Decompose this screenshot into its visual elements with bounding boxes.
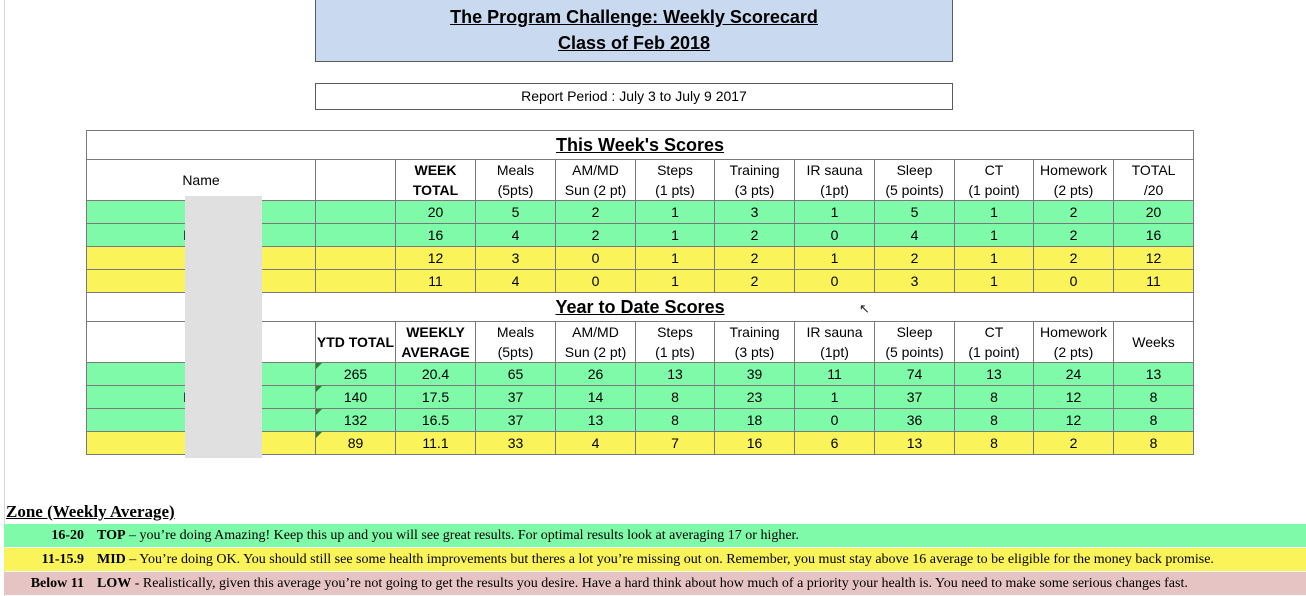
score-cell: 1 <box>955 201 1034 224</box>
score-cell: 11.1 <box>396 432 476 455</box>
score-cell: 2 <box>875 247 955 270</box>
score-cell: 1 <box>955 247 1034 270</box>
score-cell: 13 <box>875 432 955 455</box>
score-cell: 16.5 <box>396 409 476 432</box>
score-cell: 20.4 <box>396 363 476 386</box>
zone-top-row <box>4 524 1306 547</box>
column-header <box>316 160 396 201</box>
column-header: Name <box>87 160 316 201</box>
score-cell: 2 <box>715 247 795 270</box>
sheet-left-gridline <box>4 0 5 596</box>
score-cell: 1 <box>636 270 715 293</box>
score-cell: 8 <box>636 386 715 409</box>
report-period: Report Period : July 3 to July 9 2017 <box>315 83 953 110</box>
score-cell: 1 <box>636 247 715 270</box>
zone-level: TOP <box>97 528 126 543</box>
score-cell: 0 <box>795 409 875 432</box>
column-header: YTD TOTAL <box>316 322 396 363</box>
score-cell: 74 <box>875 363 955 386</box>
zone-description: – you’re doing Amazing! Keep this up and you will see great results. For optimal results look at averaging 17 or higher. <box>125 528 799 543</box>
score-cell: 6 <box>795 432 875 455</box>
section-title: This Week's Scores <box>87 131 1194 160</box>
score-cell: 4 <box>556 432 636 455</box>
score-cell: 1 <box>955 224 1034 247</box>
scorecard-class: Class of Feb 2018 <box>557 33 711 53</box>
column-header: IR sauna (1pt) <box>795 322 875 363</box>
zone-title: Zone (Weekly Average) <box>6 502 175 521</box>
score-cell: 12 <box>396 247 476 270</box>
score-cell: 4 <box>476 270 556 293</box>
score-cell <box>316 224 396 247</box>
column-header: Homework (2 pts) <box>1034 322 1114 363</box>
score-cell: 0 <box>795 270 875 293</box>
zone-range: 11-15.9 <box>41 552 84 567</box>
score-cell: 4 <box>875 224 955 247</box>
score-cell: 2 <box>1034 201 1114 224</box>
column-header: TOTAL /20 <box>1114 160 1194 201</box>
column-header: WEEK TOTAL <box>396 160 476 201</box>
score-cell: 2 <box>715 224 795 247</box>
score-cell: 3 <box>476 247 556 270</box>
scorecard-title: The Program Challenge: Weekly Scorecard <box>450 7 818 27</box>
score-cell <box>316 201 396 224</box>
column-header: Sleep (5 points) <box>875 322 955 363</box>
score-cell: 20 <box>1114 201 1194 224</box>
score-cell: 8 <box>636 409 715 432</box>
score-cell: 12 <box>1114 247 1194 270</box>
score-cell: 1 <box>636 201 715 224</box>
section-title: Year to Date Scores <box>87 293 1194 322</box>
column-header: Steps (1 pts) <box>636 322 715 363</box>
score-cell: 16 <box>1114 224 1194 247</box>
score-cell: 2 <box>1034 224 1114 247</box>
redaction-block <box>185 196 262 458</box>
score-cell: 8 <box>1114 386 1194 409</box>
score-cell: 37 <box>476 409 556 432</box>
score-cell: 0 <box>556 247 636 270</box>
zone-range: Below 11 <box>30 576 84 591</box>
score-cell: 5 <box>476 201 556 224</box>
zone-level: LOW <box>97 576 132 591</box>
zone-range: 16-20 <box>51 528 84 543</box>
column-header: AM/MD Sun (2 pt) <box>556 322 636 363</box>
score-cell: 1 <box>795 386 875 409</box>
score-cell: 13 <box>556 409 636 432</box>
this_week-section-row <box>87 131 1194 160</box>
score-cell: 132 <box>316 409 396 432</box>
column-header: CT (1 point) <box>955 322 1034 363</box>
score-cell: 7 <box>636 432 715 455</box>
score-cell: 3 <box>715 201 795 224</box>
score-cell <box>316 247 396 270</box>
column-header: AM/MD Sun (2 pt) <box>556 160 636 201</box>
mouse-cursor-icon: ↖ <box>859 301 870 316</box>
score-cell: 2 <box>556 224 636 247</box>
score-cell: 2 <box>1034 432 1114 455</box>
score-cell: 33 <box>476 432 556 455</box>
score-cell: 14 <box>556 386 636 409</box>
score-cell: 3 <box>875 270 955 293</box>
score-cell: 89 <box>316 432 396 455</box>
column-header: Weeks <box>1114 322 1194 363</box>
column-header: Sleep (5 points) <box>875 160 955 201</box>
score-cell: 65 <box>476 363 556 386</box>
zone-description: - Realistically, given this average you’re not going to get the results you desire. Have a hard think about how much of a priority your health is. You need to make some serious changes fast. <box>131 576 1188 591</box>
zone-description: – You’re doing OK. You should still see some health improvements but theres a lot you’re missing out on. Remember, you must stay above 16 average to be eligible for the money back promise. <box>125 552 1214 567</box>
score-cell: 8 <box>955 409 1034 432</box>
score-cell: 13 <box>636 363 715 386</box>
score-cell: 8 <box>955 386 1034 409</box>
score-cell: 11 <box>795 363 875 386</box>
score-cell: 8 <box>955 432 1034 455</box>
score-cell: 12 <box>1034 409 1114 432</box>
score-cell: 0 <box>556 270 636 293</box>
score-cell: 1 <box>955 270 1034 293</box>
zone-low-row <box>4 572 1306 595</box>
score-cell: 26 <box>556 363 636 386</box>
score-cell: 5 <box>875 201 955 224</box>
this_week-header-row <box>87 160 1194 201</box>
score-cell: 8 <box>1114 409 1194 432</box>
score-cell: 8 <box>1114 432 1194 455</box>
column-header: WEEKLY AVERAGE <box>396 322 476 363</box>
score-cell: 1 <box>795 247 875 270</box>
score-cell: 2 <box>715 270 795 293</box>
zone-mid-row <box>4 548 1306 571</box>
score-cell: 11 <box>1114 270 1194 293</box>
score-cell: 24 <box>1034 363 1114 386</box>
score-cell: 12 <box>1034 386 1114 409</box>
score-cell: 0 <box>1034 270 1114 293</box>
column-header: Steps (1 pts) <box>636 160 715 201</box>
zone-level: MID <box>97 552 126 567</box>
score-cell: 16 <box>396 224 476 247</box>
score-cell: 2 <box>1034 247 1114 270</box>
score-cell: 36 <box>875 409 955 432</box>
score-cell: 13 <box>1114 363 1194 386</box>
column-header: Homework (2 pts) <box>1034 160 1114 201</box>
score-cell <box>316 270 396 293</box>
score-cell: 1 <box>795 201 875 224</box>
scorecard-title-box <box>315 0 953 62</box>
score-cell: 13 <box>955 363 1034 386</box>
score-cell: 140 <box>316 386 396 409</box>
score-cell: 20 <box>396 201 476 224</box>
column-header: Training (3 pts) <box>715 160 795 201</box>
column-header: CT (1 point) <box>955 160 1034 201</box>
score-cell: 11 <box>396 270 476 293</box>
score-cell: 23 <box>715 386 795 409</box>
score-cell: 37 <box>476 386 556 409</box>
score-cell: 1 <box>636 224 715 247</box>
column-header: IR sauna (1pt) <box>795 160 875 201</box>
score-cell: 16 <box>715 432 795 455</box>
column-header: Meals (5pts) <box>476 160 556 201</box>
score-cell: 37 <box>875 386 955 409</box>
score-cell: 2 <box>556 201 636 224</box>
score-cell: 265 <box>316 363 396 386</box>
score-cell: 39 <box>715 363 795 386</box>
score-cell: 4 <box>476 224 556 247</box>
score-cell: 17.5 <box>396 386 476 409</box>
score-cell: 0 <box>795 224 875 247</box>
column-header: Meals (5pts) <box>476 322 556 363</box>
column-header: Training (3 pts) <box>715 322 795 363</box>
score-cell: 18 <box>715 409 795 432</box>
